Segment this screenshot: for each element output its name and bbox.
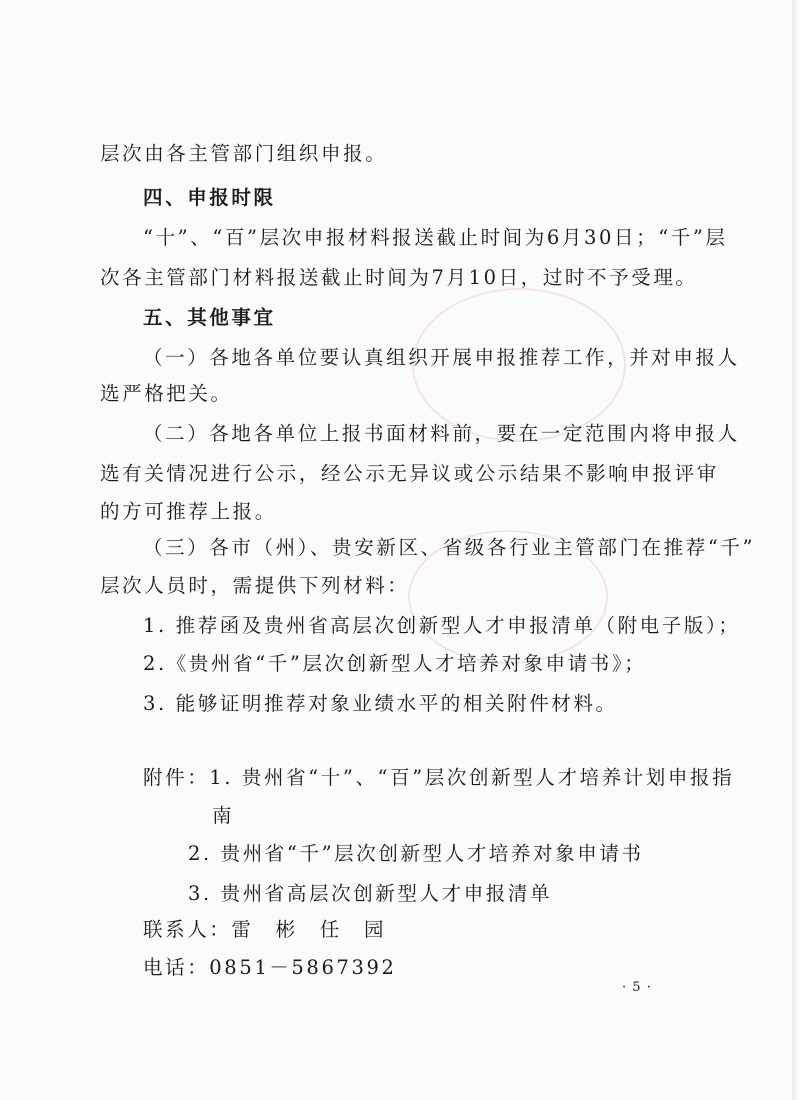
paragraph-line: 选有关情况进行公示，经公示无异议或公示结果不影响申报评审 (100, 462, 719, 485)
section-heading-deadline: 四、申报时限 (143, 186, 276, 209)
list-item: 1. 推荐函及贵州省高层次创新型人才申报清单（附电子版）； (143, 614, 741, 637)
page-number: · 5 · (622, 980, 652, 995)
list-item: 2.《贵州省“千”层次创新型人才培养对象申请书》； (143, 652, 647, 675)
list-item: 3. 能够证明推荐对象业绩水平的相关附件材料。 (143, 692, 618, 715)
paragraph-line: “十”、“百”层次申报材料报送截止时间为6月30日；“千”层 (143, 226, 728, 249)
paragraph-line: 次各主管部门材料报送截止时间为7月10日，过时不予受理。 (100, 266, 698, 289)
paragraph-line: 层次由各主管部门组织申报。 (100, 142, 388, 165)
paragraph-line: （三）各市（州）、贵安新区、省级各行业主管部门在推荐“千” (143, 536, 756, 559)
attachment-item-continued: 南 (212, 804, 235, 827)
paragraph-line: 层次人员时，需提供下列材料： (100, 574, 410, 597)
paragraph-line: （一）各地各单位要认真组织开展申报推荐工作，并对申报人 (143, 346, 740, 369)
contact-phone: 电话：0851－5867392 (143, 956, 397, 979)
section-heading-other: 五、其他事宜 (143, 306, 276, 329)
page-edge-shadow (792, 0, 800, 1100)
paragraph-line: （二）各地各单位上报书面材料前，要在一定范围内将申报人 (143, 422, 740, 445)
attachment-item: 附件：1. 贵州省“十”、“百”层次创新型人才培养计划申报指 (143, 766, 735, 789)
contact-person: 联系人：雷 彬 任 园 (143, 918, 387, 941)
paragraph-line: 的方可推荐上报。 (100, 500, 277, 523)
attachment-item: 3. 贵州省高层次创新型人才申报清单 (188, 882, 553, 905)
paragraph-line: 选严格把关。 (100, 382, 233, 405)
attachment-item: 2. 贵州省“千”层次创新型人才培养对象申请书 (188, 842, 644, 865)
